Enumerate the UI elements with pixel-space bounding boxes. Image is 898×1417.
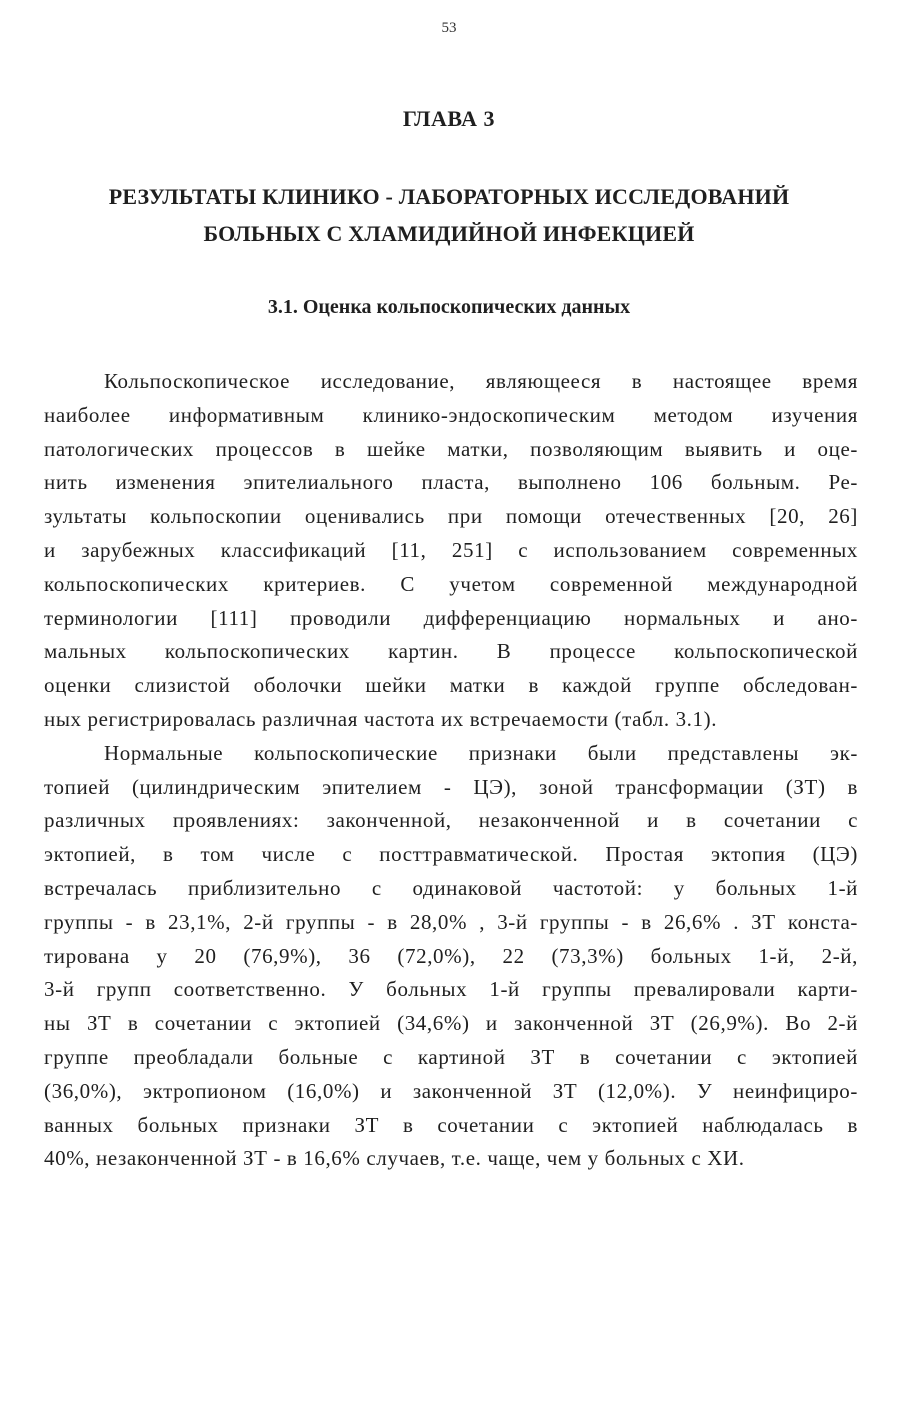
text-line: эктопией, в том числе с посттравматической. Простая эктопия (ЦЭ) xyxy=(44,842,858,867)
section-title: 3.1. Оценка кольпоскопических данных xyxy=(267,296,631,318)
text-line: группы - в 23,1%, 2-й группы - в 28,0% , 3-й группы - в 26,6% . ЗТ конста- xyxy=(44,909,858,934)
text-line: кольпоскопических критериев. С учетом современной международной xyxy=(44,571,858,596)
text-line: 40%, незаконченной ЗТ - в 16,6% случаев, т.е. чаще, чем у больных с ХИ. xyxy=(44,1146,745,1171)
text-line: наиболее информативным клинико-эндоскопическим методом изучения xyxy=(44,402,858,427)
paragraph xyxy=(44,365,858,737)
text-line: 3-й групп соответственно. У больных 1-й группы превалировали карти- xyxy=(44,977,858,1002)
text-line: ных регистрировалась различная частота их встречаемости (табл. 3.1). xyxy=(44,706,718,731)
chapter-title xyxy=(0,178,898,252)
page-number: 53 xyxy=(441,20,457,36)
text-line: мальных кольпоскопических картин. В процессе кольпоскопической xyxy=(44,639,858,664)
text-line: топией (цилиндрическим эпителием - ЦЭ), зоной трансформации (ЗТ) в xyxy=(44,774,858,799)
text-line: зультаты кольпоскопии оценивались при помощи отечественных [20, 26] xyxy=(44,504,858,529)
chapter-title-line: РЕЗУЛЬТАТЫ КЛИНИКО - ЛАБОРАТОРНЫХ ИССЛЕДОВАНИЙ xyxy=(108,184,790,209)
text-line: оценки слизистой оболочки шейки матки в каждой группе обследован- xyxy=(44,673,858,698)
text-line: ванных больных признаки ЗТ в сочетании с эктопией наблюдалась в xyxy=(44,1112,858,1137)
body-text xyxy=(44,365,858,1176)
text-line: патологических процессов в шейке матки, позволяющим выявить и оце- xyxy=(44,436,858,461)
paragraph xyxy=(44,737,858,1176)
text-line: терминологии [111] проводили дифференциацию нормальных и ано- xyxy=(44,605,858,630)
text-line: нить изменения эпителиального пласта, выполнено 106 больным. Ре- xyxy=(44,470,858,495)
text-line: Кольпоскопическое исследование, являющееся в настоящее время xyxy=(104,369,858,393)
text-line: ны ЗТ в сочетании с эктопией (34,6%) и законченной ЗТ (26,9%). Во 2-й xyxy=(44,1011,858,1036)
text-line: (36,0%), эктропионом (16,0%) и законченной ЗТ (12,0%). У неинфициро- xyxy=(44,1078,858,1103)
text-line: тирована у 20 (76,9%), 36 (72,0%), 22 (73,3%) больных 1-й, 2-й, xyxy=(44,943,858,968)
text-line: и зарубежных классификаций [11, 251] с использованием современных xyxy=(44,537,858,562)
text-line: различных проявлениях: законченной, незаконченной и в сочетании с xyxy=(44,808,858,833)
text-line: Нормальные кольпоскопические признаки были представлены эк- xyxy=(104,740,858,765)
text-line: встречалась приблизительно с одинаковой частотой: у больных 1-й xyxy=(44,875,858,900)
text-line: группе преобладали больные с картиной ЗТ в сочетании с эктопией xyxy=(44,1044,858,1069)
chapter-title-line: БОЛЬНЫХ С ХЛАМИДИЙНОЙ ИНФЕКЦИЕЙ xyxy=(203,221,695,246)
chapter-label: ГЛАВА 3 xyxy=(402,106,496,131)
